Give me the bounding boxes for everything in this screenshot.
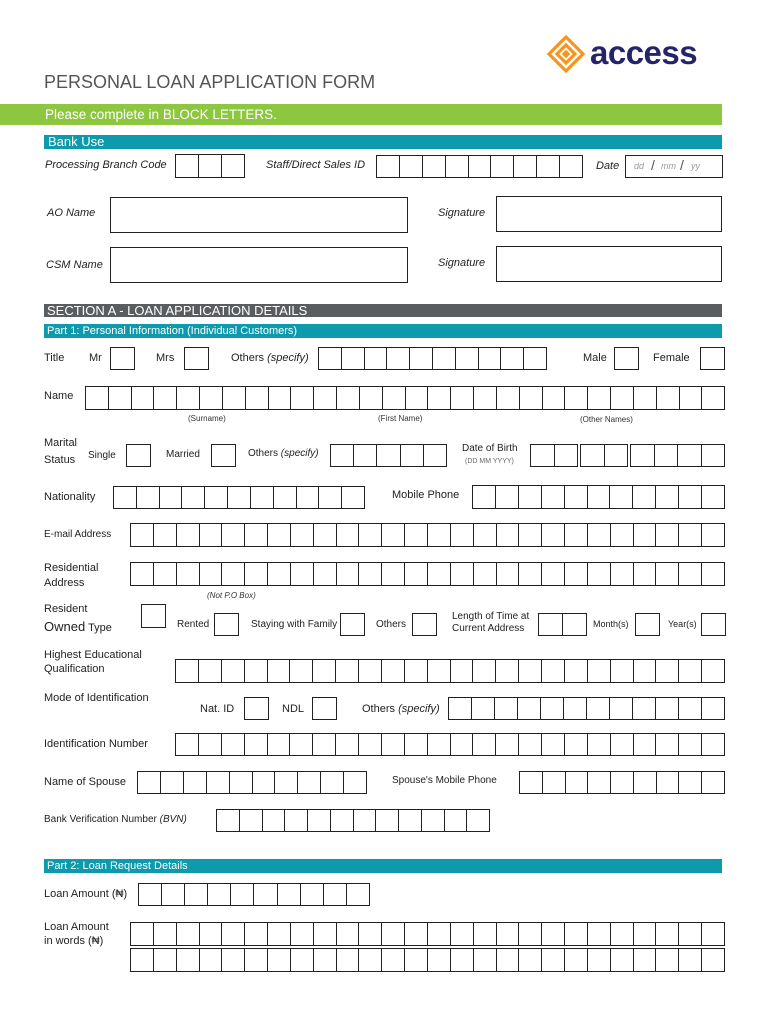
address-label: Address [44,577,85,589]
male-label: Male [583,352,607,364]
title-others-label [231,352,309,364]
length-time-label-2: Current Address [452,623,525,634]
rented-checkbox[interactable] [214,613,239,636]
loan-amount-label: Loan Amount (₦) [44,888,128,900]
dob-day-boxes[interactable] [530,444,578,467]
spouse-phone-boxes[interactable] [519,771,725,794]
loan-words-boxes-1[interactable] [130,922,725,946]
single-checkbox[interactable] [126,444,151,467]
years-label: Year(s) [668,619,697,629]
processing-branch-boxes[interactable] [175,154,245,178]
spouse-name-boxes[interactable] [137,771,367,794]
ndl-label: NDL [282,703,305,715]
female-label: Female [653,352,690,364]
instruction-text: Please complete in BLOCK LETTERS. [45,107,277,122]
loan-words-label-2: in words (₦) [44,935,104,947]
name-label: Name [44,390,74,402]
nationality-label: Nationality [44,491,96,503]
title-others-boxes[interactable] [318,347,547,370]
ao-name-label: AO Name [47,207,96,219]
female-checkbox[interactable] [700,347,725,370]
highest-edu-label-2: Qualification [44,663,105,675]
name-boxes[interactable] [85,386,725,410]
length-years-box[interactable] [635,613,660,636]
dob-format-hint: (DD MM YYYY) [465,458,514,465]
part1-header [44,324,722,338]
length-months-boxes[interactable] [538,613,587,636]
nat-id-label: Nat. ID [200,703,235,715]
access-logo-icon [546,34,586,74]
date-sep-1: / [651,157,655,173]
date-mm: mm [661,161,676,171]
processing-branch-label: Processing Branch Code [45,159,167,171]
staff-id-boxes[interactable] [376,155,583,178]
loan-words-label-1: Loan Amount [44,921,109,933]
bvn-boxes[interactable] [216,809,490,832]
first-name-hint: (First Name) [378,414,423,423]
id-others-label [362,703,440,715]
part2-header [44,859,722,873]
resident-label: Resident [44,603,88,615]
rented-label: Rented [177,619,210,630]
spouse-name-label: Name of Spouse [44,776,126,788]
owned-text: Owned [44,619,86,634]
date-label: Date [596,160,620,172]
single-label: Single [88,450,116,461]
mrs-checkbox[interactable] [184,347,209,370]
id-number-boxes[interactable] [175,733,725,756]
staying-family-label: Staying with Family [251,619,338,630]
mr-label: Mr [89,352,102,364]
section-a-title: SECTION A - LOAN APPLICATION DETAILS [47,303,308,318]
ao-signature-label: Signature [438,207,486,219]
surname-hint: (Surname) [188,414,226,423]
not-po-box-hint: (Not P.O Box) [207,591,256,600]
date-dd: dd [634,161,645,171]
bvn-label [44,814,187,825]
length-years-box-2[interactable] [701,613,726,636]
csm-name-label: CSM Name [46,259,103,271]
id-number-label: Identification Number [44,738,148,750]
resident-others-label: Others [376,619,407,630]
nationality-boxes[interactable] [113,486,365,509]
date-field[interactable] [625,155,723,178]
email-label: E-mail Address [44,529,112,540]
title-others-text: Others [231,352,265,364]
highest-edu-label-1: Highest Educational [44,649,142,661]
ao-signature-field[interactable] [496,196,722,232]
length-time-label-1: Length of Time at [452,611,530,622]
title-label: Title [44,352,65,364]
mode-id-label: Mode of Identification [44,692,149,704]
residential-address-boxes[interactable] [130,562,725,586]
id-others-text: Others [362,703,396,715]
dob-label: Date of Birth [462,443,518,454]
dob-month-boxes[interactable] [580,444,628,467]
ao-name-field[interactable] [110,197,408,233]
bank-use-header [44,135,722,149]
marital-specify-text: (specify) [280,448,319,459]
ndl-checkbox[interactable] [312,697,337,720]
male-checkbox[interactable] [614,347,639,370]
married-label: Married [166,449,200,460]
id-others-boxes[interactable] [448,697,725,720]
owned-type-label [44,619,112,634]
mrs-label: Mrs [156,352,175,364]
staying-family-checkbox[interactable] [340,613,365,636]
id-specify-text: (specify) [398,703,440,715]
mobile-phone-label: Mobile Phone [392,489,460,501]
residential-label: Residential [44,562,99,574]
other-names-hint: (Other Names) [580,415,633,424]
csm-signature-field[interactable] [496,246,722,282]
status-label: Status [44,454,76,466]
marital-others-boxes[interactable] [330,444,447,467]
date-yy: yy [691,161,700,171]
bank-use-title: Bank Use [48,134,105,149]
mobile-phone-boxes[interactable] [472,485,725,509]
part2-title: Part 2: Loan Request Details [47,860,188,872]
months-label: Month(s) [593,619,629,629]
title-specify-text: (specify) [267,352,309,364]
form-title: PERSONAL LOAN APPLICATION FORM [44,72,376,92]
staff-id-label: Staff/Direct Sales ID [266,159,366,171]
loan-words-boxes-2[interactable] [130,948,725,972]
bvn-text: Bank Verification Number [44,814,157,825]
spouse-phone-label: Spouse's Mobile Phone [392,775,497,786]
loan-amount-boxes[interactable] [138,883,370,906]
married-checkbox[interactable] [211,444,236,467]
email-boxes[interactable] [130,523,725,547]
instruction-band [0,104,722,125]
dob-year-boxes[interactable] [630,444,725,467]
section-a-header [44,304,722,317]
csm-name-field[interactable] [110,247,408,283]
owned-checkbox[interactable] [141,604,166,628]
highest-edu-boxes[interactable] [175,659,725,683]
marital-others-label [248,448,319,459]
bvn-abbr-text: (BVN) [159,814,187,825]
marital-label: Marital [44,437,78,449]
resident-others-checkbox[interactable] [412,613,437,636]
type-text: Type [88,622,112,634]
mr-checkbox[interactable] [110,347,135,370]
brand-name: access [590,34,698,71]
nat-id-checkbox[interactable] [244,697,269,720]
part1-title: Part 1: Personal Information (Individual Customers) [47,325,298,337]
csm-signature-label: Signature [438,257,486,269]
date-sep-2: / [680,157,684,173]
marital-others-text: Others [248,448,279,459]
